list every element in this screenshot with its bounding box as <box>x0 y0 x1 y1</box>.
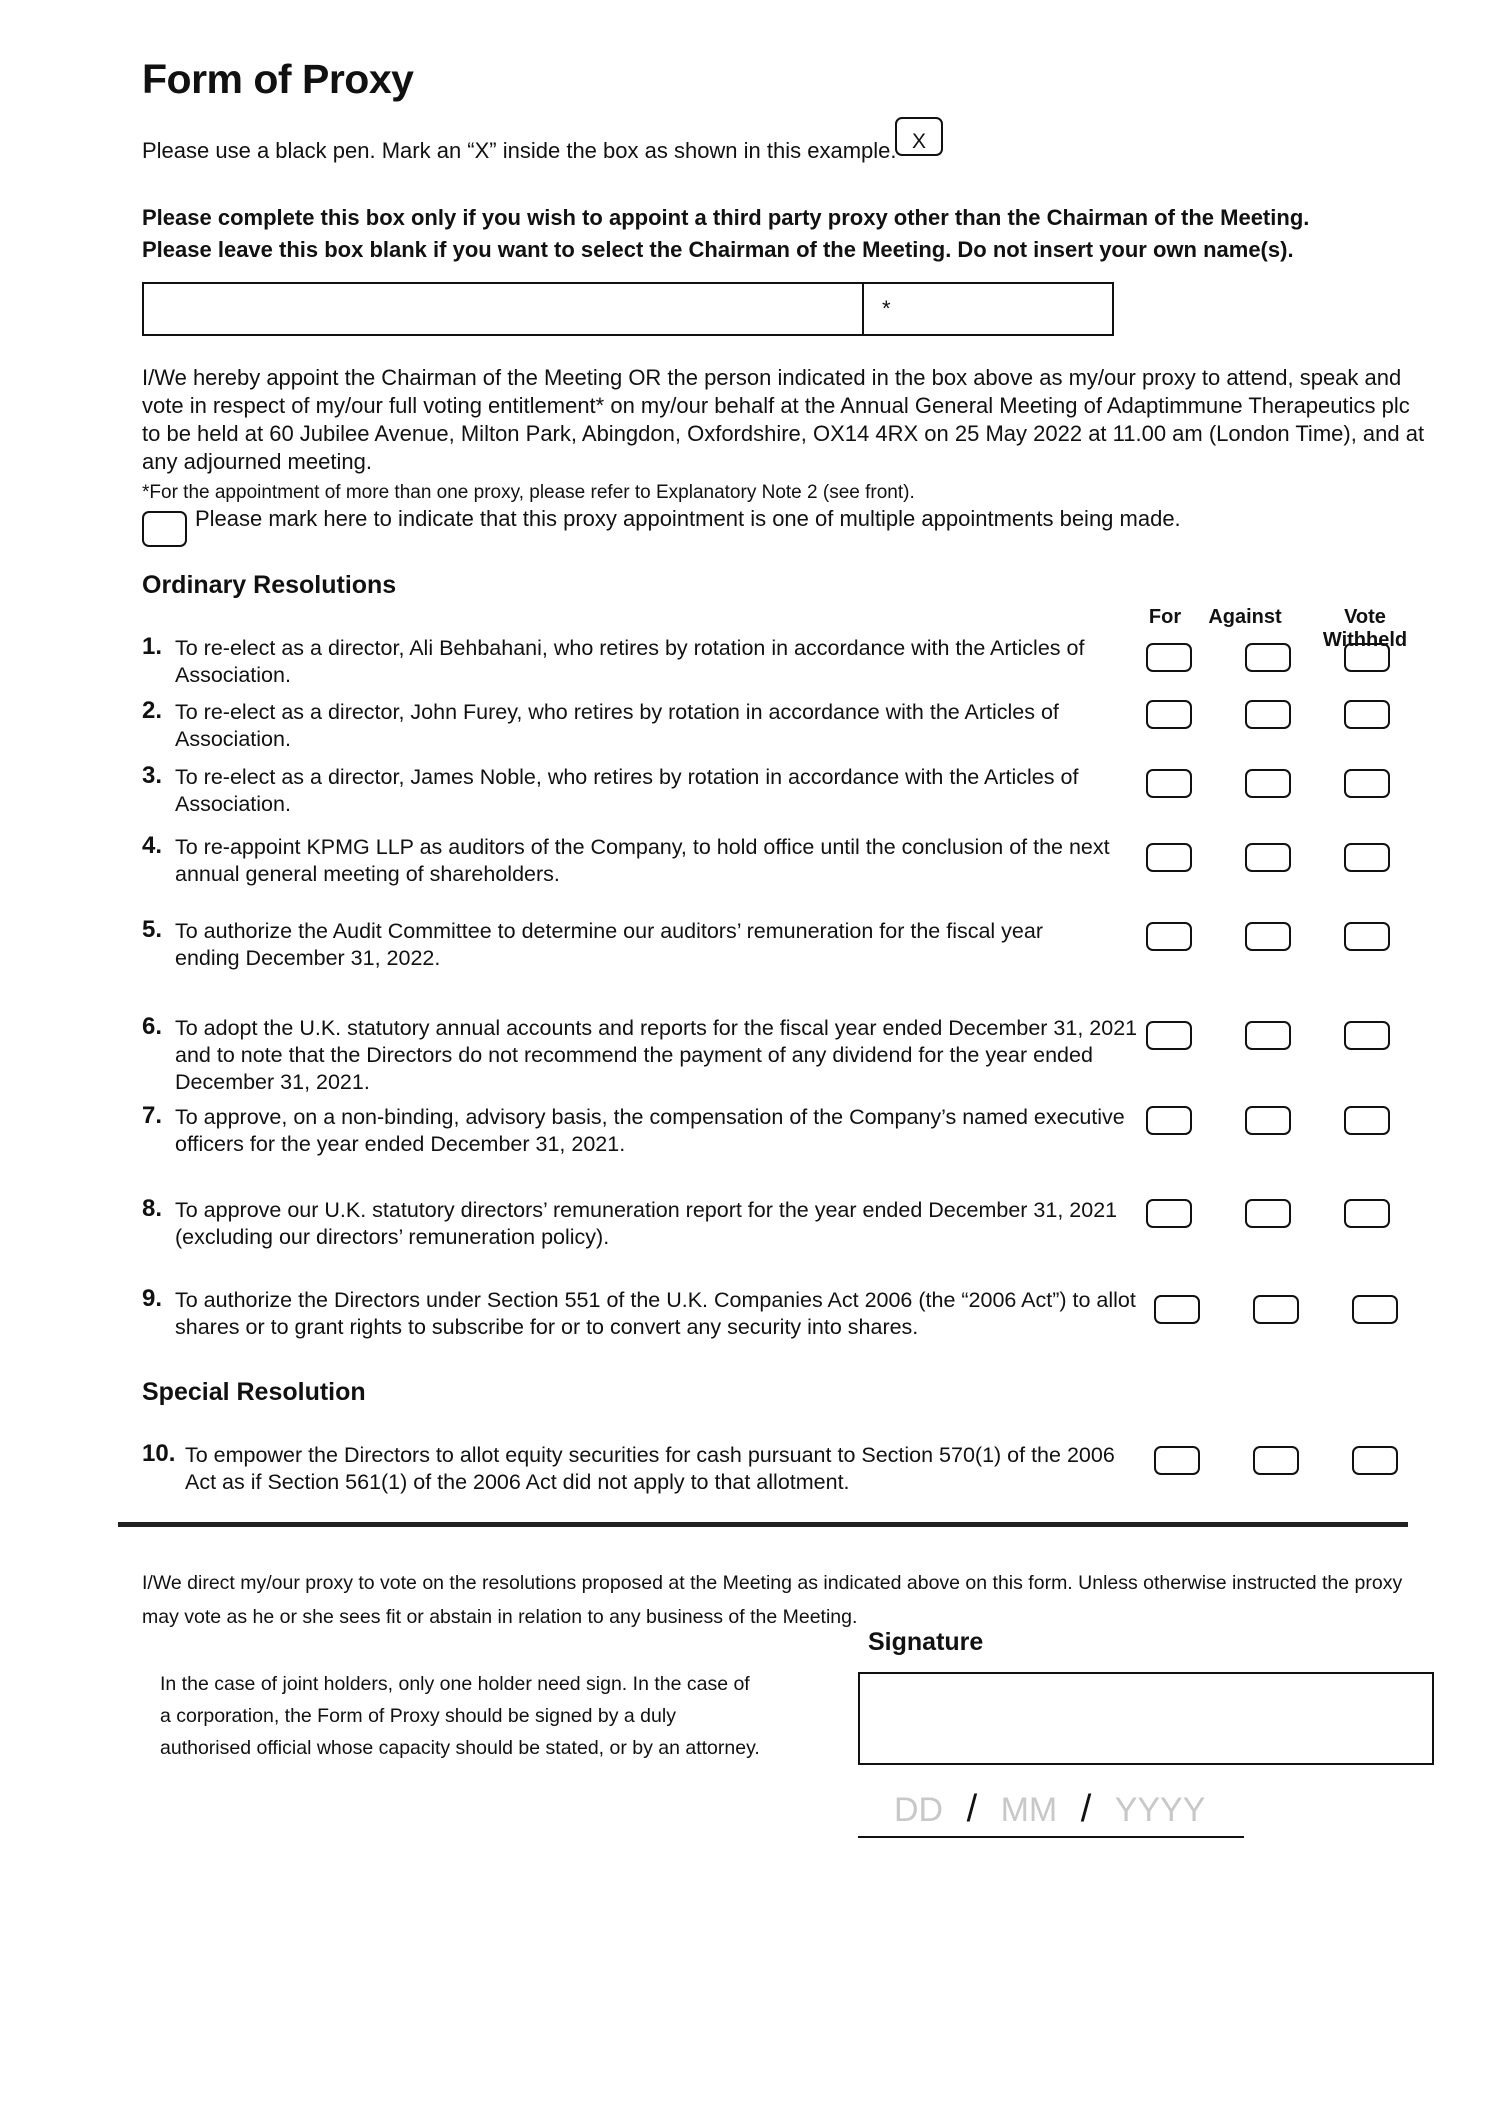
vote-against-checkbox[interactable] <box>1245 643 1291 672</box>
resolution-text: To authorize the Directors under Section 551 of the U.K. Companies Act 2006 (the “2006 Act”) to allot shares or to grant rights to subscribe for or to convert any security into shares. <box>175 1288 1136 1339</box>
resolution-number: 7. <box>142 1102 163 1129</box>
proxy-name-field[interactable] <box>144 284 864 334</box>
resolution-number: 3. <box>142 762 163 789</box>
date-separator: / <box>1080 1788 1092 1830</box>
resolution-number: 10. <box>142 1440 176 1467</box>
vote-for-checkbox[interactable] <box>1146 700 1192 729</box>
proxy-direction-text: I/We direct my/our proxy to vote on the resolutions proposed at the Meeting as indicated above on this form. Unless otherwise instructed the proxy may vote as he or she sees fit or abstain in relation to any business of the Meeting. <box>142 1572 1403 1628</box>
vote-withheld-checkbox[interactable] <box>1344 1106 1390 1135</box>
column-vote-withheld: Vote Withheld <box>1322 606 1408 651</box>
vote-against-checkbox[interactable] <box>1245 769 1291 798</box>
ordinary-resolutions-heading: Ordinary Resolutions <box>142 571 397 599</box>
vote-for-checkbox[interactable] <box>1146 922 1192 951</box>
vote-withheld-checkbox[interactable] <box>1344 1021 1390 1050</box>
third-party-note-1: Please complete this box only if you wish to appoint a third party proxy other than the Chairman of the Meeting. <box>142 205 1310 230</box>
vote-withheld-checkbox[interactable] <box>1344 1199 1390 1228</box>
vote-withheld-checkbox[interactable] <box>1344 769 1390 798</box>
resolution-number: 8. <box>142 1195 163 1222</box>
signature-label: Signature <box>868 1628 984 1656</box>
vote-withheld-checkbox[interactable] <box>1344 700 1390 729</box>
resolution-number: 6. <box>142 1013 163 1040</box>
vote-for-checkbox[interactable] <box>1146 1106 1192 1135</box>
vote-against-checkbox[interactable] <box>1253 1295 1299 1324</box>
resolution-text: To adopt the U.K. statutory annual accounts and reports for the fiscal year ended December 31, 2021 and to note that the Directors do not recommend the payment of any dividend for the year ended December 31, 2021. <box>175 1016 1138 1094</box>
vote-for-checkbox[interactable] <box>1146 643 1192 672</box>
resolution-text: To re-elect as a director, James Noble, who retires by rotation in accordance with the Articles of Association. <box>175 765 1079 816</box>
date-year-placeholder: YYYY <box>1114 1791 1206 1829</box>
vote-against-checkbox[interactable] <box>1245 843 1291 872</box>
vote-against-checkbox[interactable] <box>1253 1446 1299 1475</box>
date-month-placeholder: MM <box>1000 1791 1058 1829</box>
appointment-paragraph: I/We hereby appoint the Chairman of the Meeting OR the person indicated in the box above as my/our proxy to attend, speak and vote in respect of my/our full voting entitlement* on my/our behalf at the Annual General Meeting of Adaptimmune Therapeutics plc to be held at 60 Jubilee Avenue, Milton Park, Abingdon, Oxfordshire, OX14 4RX on 25 May 2022 at 11.00 am (London Time), and at any adjourned meeting. <box>142 365 1425 474</box>
vote-against-checkbox[interactable] <box>1245 1199 1291 1228</box>
resolution-text: To re-elect as a director, John Furey, who retires by rotation in accordance with the Articles of Association. <box>175 700 1059 751</box>
joint-holders-note: In the case of joint holders, only one holder need sign. In the case of a corporation, the Form of Proxy should be signed by a duly authorised official whose capacity should be stated, or by an attorney. <box>160 1673 760 1759</box>
vote-against-checkbox[interactable] <box>1245 1106 1291 1135</box>
proxy-votes-field[interactable]: * <box>882 296 891 321</box>
vote-withheld-checkbox[interactable] <box>1344 643 1390 672</box>
multiple-proxy-footnote: *For the appointment of more than one proxy, please refer to Explanatory Note 2 (see front). <box>142 482 915 503</box>
vote-against-checkbox[interactable] <box>1245 700 1291 729</box>
vote-withheld-checkbox[interactable] <box>1352 1295 1398 1324</box>
vote-for-checkbox[interactable] <box>1146 1199 1192 1228</box>
date-field[interactable] <box>858 1788 1244 1838</box>
vote-against-checkbox[interactable] <box>1245 922 1291 951</box>
resolution-number: 9. <box>142 1285 163 1312</box>
multiple-appointment-checkbox[interactable] <box>142 511 187 547</box>
signature-box[interactable] <box>858 1672 1434 1765</box>
resolution-number: 1. <box>142 633 163 660</box>
example-mark-box: X <box>895 117 943 156</box>
resolution-number: 5. <box>142 916 163 943</box>
vote-withheld-checkbox[interactable] <box>1344 922 1390 951</box>
resolution-text: To approve, on a non-binding, advisory basis, the compensation of the Company’s named executive officers for the year ended December 31, 2021. <box>175 1105 1125 1156</box>
resolution-number: 4. <box>142 832 163 859</box>
vote-withheld-checkbox[interactable] <box>1352 1446 1398 1475</box>
special-resolution-heading: Special Resolution <box>142 1378 366 1406</box>
resolution-text: To authorize the Audit Committee to determine our auditors’ remuneration for the fiscal year ending December 31, 2022. <box>175 919 1043 970</box>
divider-rule <box>118 1522 1408 1527</box>
date-day-placeholder: DD <box>894 1791 944 1829</box>
vote-for-checkbox[interactable] <box>1154 1295 1200 1324</box>
vote-for-checkbox[interactable] <box>1146 1021 1192 1050</box>
third-party-note-2: Please leave this box blank if you want to select the Chairman of the Meeting. Do not insert your own name(s). <box>142 237 1294 262</box>
resolution-text: To re-appoint KPMG LLP as auditors of the Company, to hold office until the conclusion of the next annual general meeting of shareholders. <box>175 835 1110 886</box>
vote-for-checkbox[interactable] <box>1154 1446 1200 1475</box>
resolution-text: To empower the Directors to allot equity securities for cash pursuant to Section 570(1) of the 2006 Act as if Section 561(1) of the 2006 Act did not apply to that allotment. <box>185 1443 1115 1494</box>
page-title: Form of Proxy <box>142 56 414 102</box>
column-against: Against <box>1208 606 1282 628</box>
column-for: For <box>1148 606 1182 628</box>
resolution-text: To approve our U.K. statutory directors’ remuneration report for the year ended December 31, 2021 (excluding our directors’ remuneration policy). <box>175 1198 1118 1249</box>
multiple-appointment-label: Please mark here to indicate that this proxy appointment is one of multiple appointments being made. <box>195 506 1181 531</box>
proxy-name-box <box>142 282 1114 336</box>
pen-instruction: Please use a black pen. Mark an “X” inside the box as shown in this example. <box>142 138 897 163</box>
resolution-number: 2. <box>142 697 163 724</box>
vote-for-checkbox[interactable] <box>1146 843 1192 872</box>
vote-against-checkbox[interactable] <box>1245 1021 1291 1050</box>
vote-for-checkbox[interactable] <box>1146 769 1192 798</box>
vote-withheld-checkbox[interactable] <box>1344 843 1390 872</box>
resolution-text: To re-elect as a director, Ali Behbahani, who retires by rotation in accordance with the Articles of Association. <box>175 636 1085 687</box>
date-separator: / <box>966 1788 978 1830</box>
